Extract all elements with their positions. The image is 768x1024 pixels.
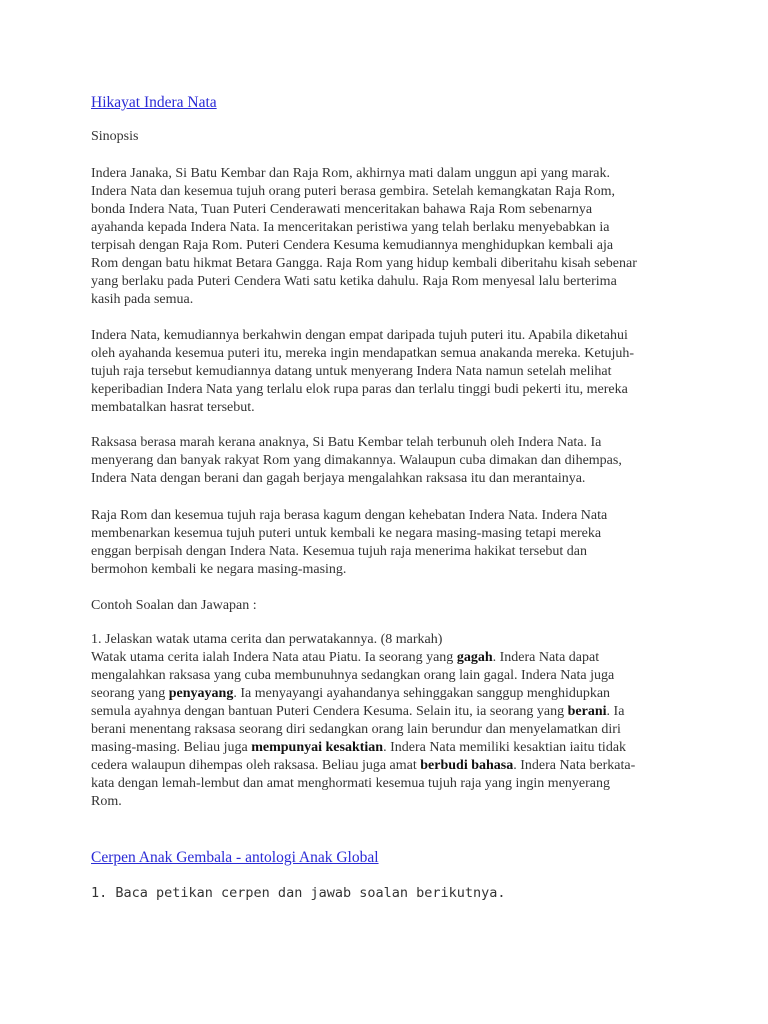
answer-text: . Indera Nata memiliki kesaktian iaitu tidak: [383, 740, 627, 755]
answer-text: seorang yang: [91, 686, 169, 701]
answer-line: [91, 703, 681, 721]
answer-text: cedera walaupun dihempas oleh raksasa. Beliau juga amat: [91, 758, 421, 773]
article2-instruction: 1. Baca petikan cerpen dan jawab soalan berikutnya.: [91, 885, 506, 901]
synopsis-label-text: Sinopsis: [91, 129, 139, 144]
paragraph-4: [91, 507, 681, 579]
keyword-kesaktian: mempunyai kesaktian: [251, 740, 384, 755]
answer-line: [91, 739, 681, 757]
paragraph-line: membenarkan kesemua tujuh puteri untuk kembali ke negara masing-masing tetapi mereka: [91, 526, 602, 541]
answer-line: kata dengan lemah-lembut dan amat menghormati kesemua tujuh raja yang ingin menyerang: [91, 776, 610, 791]
answer-line: [91, 685, 681, 703]
article-title-link[interactable]: Hikayat Indera Nata: [91, 94, 217, 111]
question-answer: [91, 631, 681, 811]
answer-line: Rom.: [91, 794, 122, 809]
paragraph-line: Raja Rom dan kesemua tujuh raja berasa kagum dengan kehebatan Indera Nata. Indera Nata: [91, 508, 608, 523]
paragraph-line: membatalkan hasrat tersebut.: [91, 400, 255, 415]
answer-line: berani menentang raksasa seorang diri sedangkan orang lain berundur dan menyelamatkan diri: [91, 722, 621, 737]
paragraph-line: terpisah dengan Raja Rom. Puteri Cendera Kesuma kemudiannya menghidupkan kembali aja: [91, 238, 614, 253]
paragraph-line: yang berlaku pada Puteri Cendera Wati satu ketika dahulu. Raja Rom menyesal lalu berterima: [91, 274, 617, 289]
paragraph-line: Indera Nata, kemudiannya berkahwin dengan empat daripada tujuh puteri itu. Apabila diketahui: [91, 328, 628, 343]
answer-text: . Indera Nata berkata-: [513, 758, 636, 773]
keyword-gagah: gagah: [456, 650, 493, 665]
keyword-berani: berani: [567, 704, 607, 719]
qa-heading-text: Contoh Soalan dan Jawapan :: [91, 598, 257, 613]
question-1: 1. Jelaskan watak utama cerita dan perwatakannya. (8 markah): [91, 632, 443, 647]
answer-text: Watak utama cerita ialah Indera Nata atau Piatu. Ia seorang yang: [91, 650, 457, 665]
paragraph-line: bonda Indera Nata, Tuan Puteri Cenderawati menceritakan bahawa Raja Rom sebenarnya: [91, 202, 593, 217]
answer-text: . Ia: [606, 704, 625, 719]
answer-text: . Indera Nata dapat: [492, 650, 600, 665]
paragraph-line: Indera Nata dan kesemua tujuh orang puteri berasa gembira. Setelah kemangkatan Raja Rom,: [91, 184, 616, 199]
answer-line: [91, 757, 681, 775]
answer-text: semula ayahnya dengan bantuan Puteri Cendera Kesuma. Selain itu, ia seorang yang: [91, 704, 568, 719]
paragraph-3: [91, 434, 681, 488]
answer-line: [91, 649, 681, 667]
paragraph-line: Indera Janaka, Si Batu Kembar dan Raja Rom, akhirnya mati dalam unggun api yang marak.: [91, 166, 611, 181]
paragraph-line: menyerang dan banyak rakyat Rom yang dimakannya. Walaupun cuba dimakan dan dihempas,: [91, 453, 622, 468]
keyword-penyayang: penyayang: [168, 686, 234, 701]
answer-text: . Ia menyayangi ayahandanya sehinggakan sanggup menghidupkan: [233, 686, 611, 701]
paragraph-line: bermohon kembali ke negara masing-masing.: [91, 562, 347, 577]
paragraph-line: ayahanda kepada Indera Nata. Ia menceritakan peristiwa yang telah berlaku menyebabkan ia: [91, 220, 610, 235]
article2-title-link[interactable]: Cerpen Anak Gembala - antologi Anak Global: [91, 849, 379, 866]
paragraph-line: Indera Nata dengan berani dan gagah berjaya mengalahkan raksasa itu dan merantainya.: [91, 471, 586, 486]
paragraph-line: keperibadian Indera Nata yang terlalu elok rupa paras dan terlalu tinggi budi pekerti itu, mereka: [91, 382, 628, 397]
qa-heading: [91, 597, 681, 615]
paragraph-line: Raksasa berasa marah kerana anaknya, Si Batu Kembar telah terbunuh oleh Indera Nata. Ia: [91, 435, 602, 450]
keyword-berbudi-bahasa: berbudi bahasa: [420, 758, 514, 773]
paragraph-1: [91, 165, 681, 309]
paragraph-line: tujuh raja tersebut kemudiannya datang untuk menyerang Indera Nata namun setelah melihat: [91, 364, 612, 379]
paragraph-line: enggan berpisah dengan Indera Nata. Kesemua tujuh raja menerima hakikat tersebut dan: [91, 544, 588, 559]
answer-line: mengalahkan raksasa yang cuba membunuhnya sedangkan orang lain gagal. Indera Nata juga: [91, 668, 615, 683]
paragraph-line: kasih pada semua.: [91, 292, 194, 307]
paragraph-line: oleh ayahanda kesemua puteri itu, mereka ingin mendapatkan semua anakanda mereka. Ketujuh-: [91, 346, 635, 361]
synopsis-label: [91, 128, 681, 146]
paragraph-2: [91, 327, 681, 417]
paragraph-line: Rom dengan batu hikmat Betara Gangga. Raja Rom yang hidup kembali diberitahu kisah sebenar: [91, 256, 637, 271]
answer-text: masing-masing. Beliau juga: [91, 740, 252, 755]
